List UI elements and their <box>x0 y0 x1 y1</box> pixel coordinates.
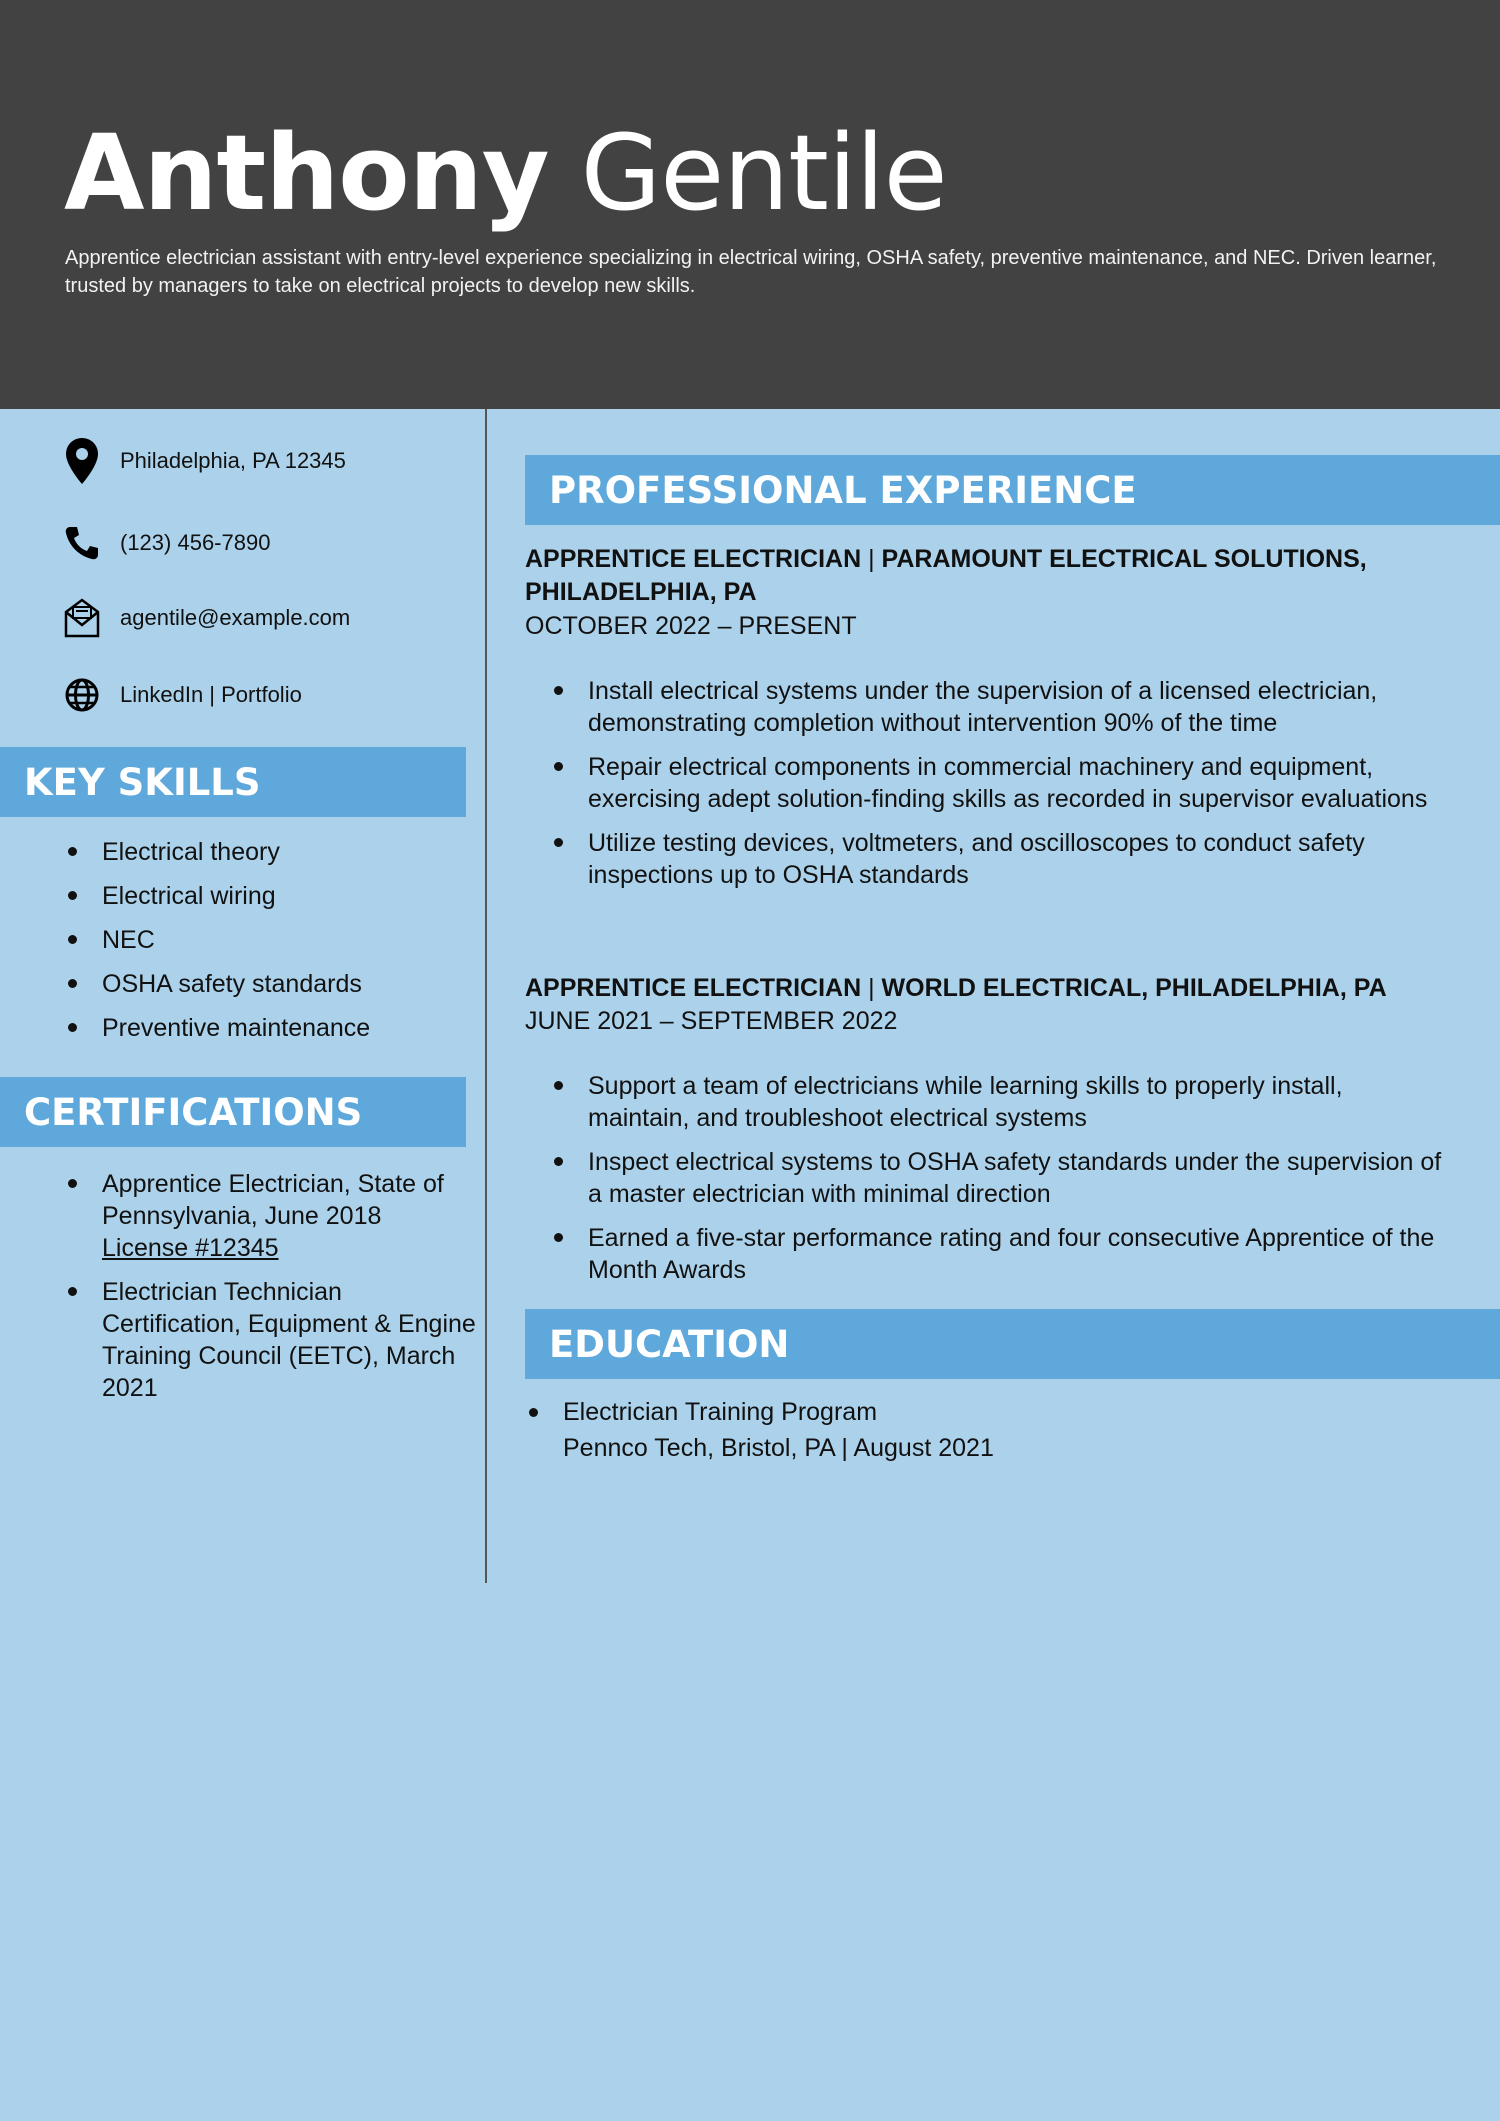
education-heading: EDUCATION <box>525 1309 1500 1379</box>
certifications-heading: CERTIFICATIONS <box>0 1077 466 1147</box>
experience-heading: PROFESSIONAL EXPERIENCE <box>525 455 1500 525</box>
job-company: PARAMOUNT ELECTRICAL SOLUTIONS, PHILADELPHIA, PA <box>525 545 1367 606</box>
contact-phone <box>64 518 270 568</box>
list-item: Preventive maintenance <box>64 1012 474 1044</box>
job-company: WORLD ELECTRICAL, PHILADELPHIA, PA <box>881 974 1387 1002</box>
first-name: Anthony <box>64 112 549 234</box>
list-item <box>64 1276 484 1404</box>
job-bullets <box>550 675 1450 903</box>
job-bullets <box>550 1070 1450 1298</box>
contact-email <box>64 593 350 643</box>
list-item: NEC <box>64 924 474 956</box>
location-pin-icon <box>64 437 100 485</box>
education-program: Electrician Training Program <box>563 1398 878 1426</box>
links-text[interactable]: LinkedIn | Portfolio <box>120 682 302 707</box>
list-item: Earned a five-star performance rating and four consecutive Apprentice of the Month Awards <box>550 1222 1450 1286</box>
license-link[interactable]: License #12345 <box>102 1234 279 1262</box>
list-item: Repair electrical components in commercial machinery and equipment, exercising adept solution-finding skills as recorded in supervisor evaluations <box>550 751 1450 815</box>
professional-summary: Apprentice electrician assistant with entry-level experience specializing in electrical wiring, OSHA safety, preventive maintenance, and NEC. Driven learner, trusted by managers to take on electrical projects to develop new skills. <box>65 247 1437 297</box>
list-item <box>64 1168 484 1264</box>
list-item: Inspect electrical systems to OSHA safety standards under the supervision of a master electrician with minimal direction <box>550 1146 1450 1210</box>
list-item: Support a team of electricians while learning skills to properly install, maintain, and troubleshoot electrical systems <box>550 1070 1450 1134</box>
list-item: OSHA safety standards <box>64 968 474 1000</box>
job-title: APPRENTICE ELECTRICIAN <box>525 974 862 1002</box>
list-item <box>525 1394 1465 1466</box>
list-item: Electrical wiring <box>64 880 474 912</box>
address-text: Philadelphia, PA 12345 <box>120 448 346 473</box>
job-title-line: APPRENTICE ELECTRICIAN | WORLD ELECTRICAL, PHILADELPHIA, PA <box>525 974 1387 1002</box>
candidate-name <box>64 108 947 238</box>
email-text[interactable]: agentile@example.com <box>120 605 351 630</box>
certification-text: Electrician Technician Certification, Equipment & Engine Training Council (EETC), March 2021 <box>102 1278 476 1402</box>
resume-header <box>0 0 1500 409</box>
job-title-line: APPRENTICE ELECTRICIAN | PARAMOUNT ELECTRICAL SOLUTIONS, PHILADELPHIA, PA <box>525 545 1367 606</box>
key-skills-list <box>64 836 474 1056</box>
certification-text: Apprentice Electrician, State of Pennsylvania, June 2018 <box>102 1170 444 1230</box>
education-list <box>525 1394 1465 1466</box>
column-divider <box>485 409 487 1583</box>
list-item: Electrical theory <box>64 836 474 868</box>
contact-links <box>64 670 302 720</box>
phone-icon <box>64 519 100 567</box>
job-dates: OCTOBER 2022 – PRESENT <box>525 612 857 640</box>
envelope-icon <box>64 594 100 642</box>
certifications-list <box>64 1168 484 1416</box>
list-item: Utilize testing devices, voltmeters, and oscilloscopes to conduct safety inspections up to OSHA standards <box>550 827 1450 891</box>
job-title: APPRENTICE ELECTRICIAN <box>525 545 862 573</box>
contact-address <box>64 436 346 486</box>
education-school: Pennco Tech, Bristol, PA | August 2021 <box>563 1434 994 1462</box>
key-skills-heading: KEY SKILLS <box>0 747 466 817</box>
phone-text[interactable]: (123) 456-7890 <box>120 530 271 555</box>
job-dates: JUNE 2021 – SEPTEMBER 2022 <box>525 1007 898 1035</box>
list-item: Install electrical systems under the supervision of a licensed electrician, demonstrating completion without intervention 90% of the time <box>550 675 1450 739</box>
globe-icon <box>64 671 100 719</box>
last-name: Gentile <box>580 112 947 234</box>
